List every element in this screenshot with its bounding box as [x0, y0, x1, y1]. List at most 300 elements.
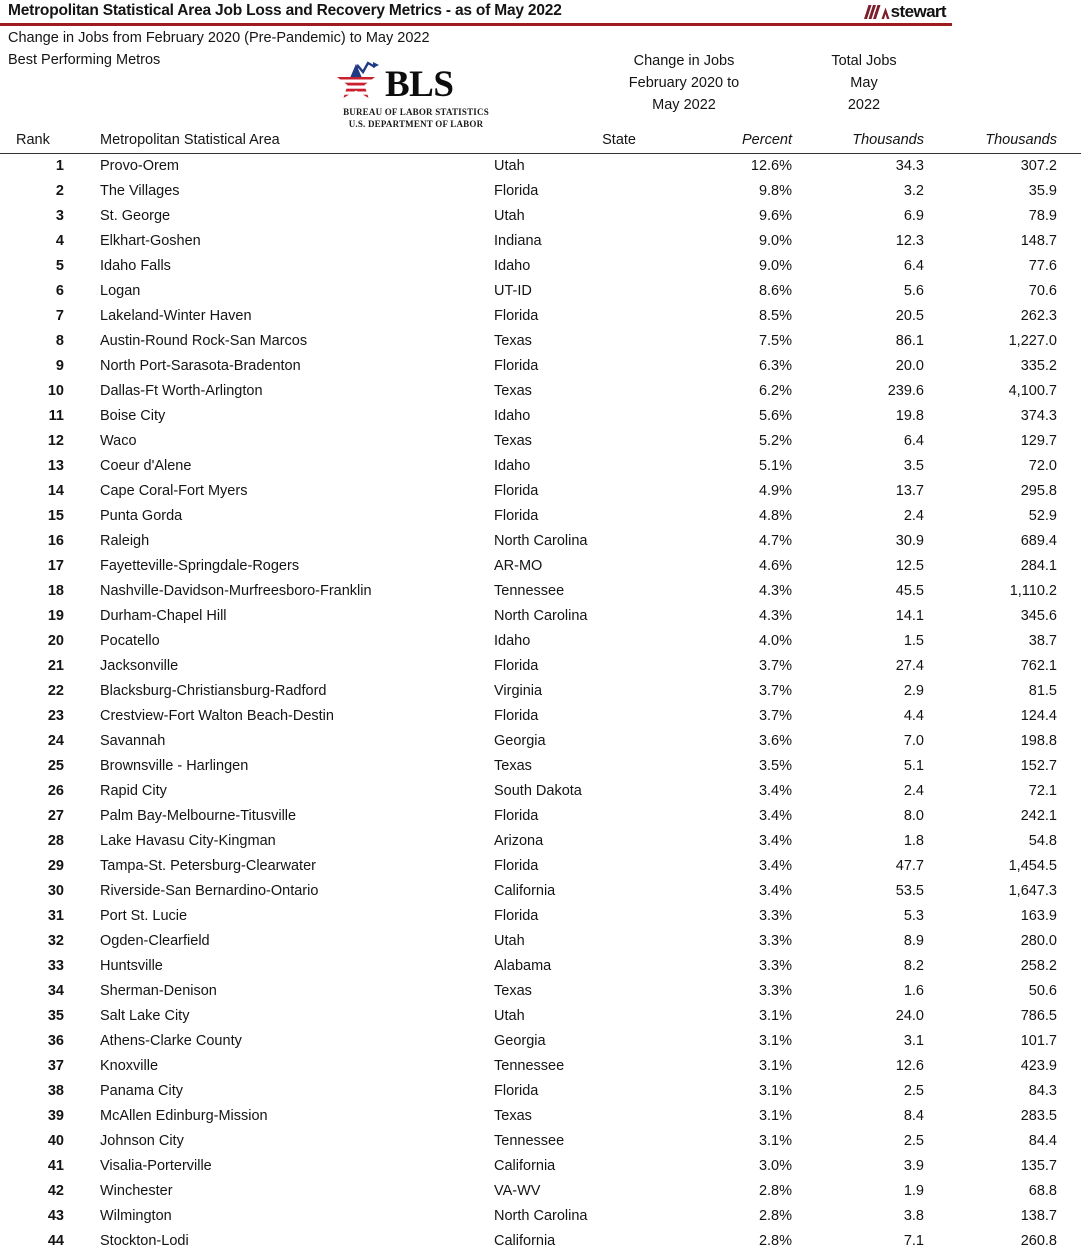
table-row[interactable]	[0, 979, 1081, 1004]
table-row[interactable]	[0, 929, 1081, 954]
cell-percent: 3.4%	[758, 833, 792, 849]
cell-rank: 31	[47, 908, 64, 924]
column-header-msa[interactable]: Metropolitan Statistical Area	[72, 128, 476, 154]
cell-msa: Punta Gorda	[100, 508, 183, 524]
cell-state: Texas	[494, 983, 532, 999]
cell-percent: 3.1%	[758, 1133, 792, 1149]
cell-thousands-total: 84.4	[1028, 1133, 1057, 1149]
table-header	[0, 128, 1081, 154]
cell-percent: 3.4%	[758, 883, 792, 899]
cell-msa: Provo-Orem	[100, 158, 179, 174]
cell-state: Idaho	[494, 458, 531, 474]
table-row[interactable]	[0, 779, 1081, 804]
cell-state: Utah	[494, 208, 525, 224]
table-row[interactable]	[0, 404, 1081, 429]
cell-thousands-total: 284.1	[1020, 558, 1057, 574]
table-row[interactable]	[0, 479, 1081, 504]
cell-state: Texas	[494, 433, 532, 449]
cell-thousands-total: 72.0	[1028, 458, 1057, 474]
cell-percent: 5.2%	[758, 433, 792, 449]
cell-state: Idaho	[494, 408, 531, 424]
cell-state: California	[494, 883, 556, 899]
cell-rank: 12	[47, 433, 64, 449]
cell-thousands-total: 262.3	[1020, 308, 1057, 324]
table-row[interactable]	[0, 604, 1081, 629]
cell-percent: 8.6%	[758, 283, 792, 299]
metro-jobs-table	[0, 128, 1081, 1254]
cell-rank: 25	[47, 758, 64, 774]
cell-rank: 35	[47, 1008, 64, 1024]
cell-percent: 2.8%	[758, 1208, 792, 1224]
cell-thousands-total: 1,110.2	[1009, 583, 1057, 599]
column-header-state[interactable]: State	[476, 128, 670, 154]
cell-rank: 30	[47, 883, 64, 899]
table-row[interactable]	[0, 254, 1081, 279]
cell-thousands-total: 242.1	[1020, 808, 1057, 824]
column-header-percent[interactable]: Percent	[670, 128, 804, 154]
cell-msa: Savannah	[100, 733, 166, 749]
change-group-line-2: February 2020 to	[628, 75, 740, 91]
cell-msa: Wilmington	[100, 1208, 172, 1224]
cell-msa: Lakeland-Winter Haven	[100, 308, 252, 324]
cell-msa: Salt Lake City	[100, 1008, 190, 1024]
column-header-thousands-total[interactable]: Thousands	[939, 128, 1081, 154]
cell-state: Florida	[494, 508, 539, 524]
cell-msa: Johnson City	[100, 1133, 184, 1149]
cell-percent: 3.7%	[758, 683, 792, 699]
page-title: Metropolitan Statistical Area Job Loss and Recovery Metrics - as of May 2022	[8, 2, 562, 19]
cell-rank: 1	[55, 158, 64, 174]
cell-rank: 32	[47, 933, 64, 949]
cell-state: Georgia	[494, 733, 546, 749]
cell-msa: Blacksburg-Christiansburg-Radford	[100, 683, 327, 699]
cell-rank: 7	[55, 308, 64, 324]
cell-thousands-change: 13.7	[895, 483, 924, 499]
cell-thousands-total: 35.9	[1028, 183, 1057, 199]
cell-state: Florida	[494, 183, 539, 199]
cell-thousands-change: 5.3	[903, 908, 924, 924]
cell-state: Florida	[494, 808, 539, 824]
table-row[interactable]	[0, 454, 1081, 479]
cell-thousands-total: 762.1	[1020, 658, 1057, 674]
table-row[interactable]	[0, 154, 1081, 180]
cell-msa: Lake Havasu City-Kingman	[100, 833, 276, 849]
cell-percent: 3.1%	[758, 1033, 792, 1049]
cell-rank: 8	[55, 333, 64, 349]
cell-state: Texas	[494, 383, 532, 399]
cell-state: South Dakota	[494, 783, 582, 799]
bls-subtitle-line2: U.S. DEPARTMENT OF LABOR	[348, 119, 484, 129]
cell-thousands-change: 24.0	[895, 1008, 924, 1024]
table-row[interactable]	[0, 1029, 1081, 1054]
table-row[interactable]	[0, 1179, 1081, 1204]
table-row[interactable]	[0, 554, 1081, 579]
table-row[interactable]	[0, 729, 1081, 754]
table-row[interactable]	[0, 279, 1081, 304]
table-row[interactable]	[0, 1129, 1081, 1154]
cell-state: Idaho	[494, 258, 531, 274]
cell-thousands-change: 34.3	[895, 158, 924, 174]
cell-percent: 9.0%	[758, 258, 792, 274]
cell-percent: 3.3%	[758, 983, 792, 999]
cell-thousands-total: 1,647.3	[1008, 883, 1057, 899]
cell-thousands-total: 260.8	[1020, 1233, 1057, 1249]
cell-thousands-total: 307.2	[1020, 158, 1057, 174]
cell-msa: Tampa-St. Petersburg-Clearwater	[100, 858, 316, 874]
cell-thousands-total: 786.5	[1020, 1008, 1057, 1024]
table-row[interactable]	[0, 629, 1081, 654]
cell-msa: Raleigh	[100, 533, 150, 549]
cell-thousands-change: 47.7	[895, 858, 924, 874]
cell-rank: 2	[55, 183, 64, 199]
cell-thousands-change: 8.9	[903, 933, 924, 949]
cell-thousands-change: 8.2	[903, 958, 924, 974]
cell-thousands-total: 1,454.5	[1008, 858, 1057, 874]
cell-percent: 3.0%	[758, 1158, 792, 1174]
cell-rank: 18	[47, 583, 64, 599]
cell-state: Utah	[494, 158, 525, 174]
cell-state: Florida	[494, 858, 539, 874]
cell-state: Florida	[494, 908, 539, 924]
cell-percent: 3.1%	[758, 1058, 792, 1074]
cell-percent: 3.1%	[758, 1108, 792, 1124]
cell-state: VA-WV	[494, 1183, 541, 1199]
cell-percent: 4.3%	[758, 608, 792, 624]
stewart-logo	[864, 1, 946, 21]
cell-state: Tennessee	[494, 583, 565, 599]
cell-thousands-total: 135.7	[1020, 1158, 1057, 1174]
cell-state: Texas	[494, 333, 532, 349]
cell-thousands-change: 7.0	[903, 733, 924, 749]
table-row[interactable]	[0, 654, 1081, 679]
cell-thousands-total: 1,227.0	[1008, 333, 1057, 349]
cell-rank: 17	[47, 558, 64, 574]
column-header-thousands-change[interactable]: Thousands	[804, 128, 939, 154]
bls-star-chart-icon	[330, 62, 382, 106]
table-row[interactable]	[0, 329, 1081, 354]
cell-percent: 12.6%	[750, 158, 792, 174]
cell-percent: 3.5%	[758, 758, 792, 774]
subtitle-change-in-jobs: Change in Jobs from February 2020 (Pre-Pandemic) to May 2022	[8, 30, 430, 46]
cell-thousands-total: 129.7	[1020, 433, 1057, 449]
cell-msa: Visalia-Porterville	[100, 1158, 212, 1174]
cell-thousands-total: 138.7	[1020, 1208, 1057, 1224]
cell-msa: Jacksonville	[100, 658, 179, 674]
cell-rank: 26	[47, 783, 64, 799]
cell-rank: 37	[47, 1058, 64, 1074]
cell-thousands-change: 3.5	[903, 458, 924, 474]
cell-thousands-change: 14.1	[895, 608, 924, 624]
cell-thousands-change: 20.0	[895, 358, 924, 374]
cell-percent: 9.8%	[758, 183, 792, 199]
cell-thousands-total: 50.6	[1028, 983, 1057, 999]
cell-percent: 5.1%	[758, 458, 792, 474]
cell-thousands-total: 148.7	[1020, 233, 1057, 249]
cell-state: Idaho	[494, 633, 531, 649]
cell-thousands-change: 45.5	[895, 583, 924, 599]
cell-rank: 19	[47, 608, 64, 624]
cell-thousands-total: 335.2	[1020, 358, 1057, 374]
cell-thousands-total: 84.3	[1028, 1083, 1057, 1099]
cell-percent: 3.1%	[758, 1083, 792, 1099]
cell-msa: Elkhart-Goshen	[100, 233, 201, 249]
cell-thousands-change: 5.6	[903, 283, 924, 299]
table-body	[0, 154, 1081, 1255]
cell-rank: 39	[47, 1108, 64, 1124]
table-row[interactable]	[0, 829, 1081, 854]
cell-state: Florida	[494, 658, 539, 674]
cell-percent: 4.7%	[758, 533, 792, 549]
cell-thousands-change: 6.4	[903, 433, 924, 449]
cell-msa: Panama City	[100, 1083, 184, 1099]
cell-thousands-change: 239.6	[887, 383, 924, 399]
cell-rank: 28	[47, 833, 64, 849]
cell-thousands-change: 2.5	[903, 1133, 924, 1149]
table-row[interactable]	[0, 1079, 1081, 1104]
cell-percent: 8.5%	[758, 308, 792, 324]
cell-percent: 3.3%	[758, 933, 792, 949]
cell-rank: 23	[47, 708, 64, 724]
subtitle-best-performing: Best Performing Metros	[8, 52, 161, 68]
table-row[interactable]	[0, 679, 1081, 704]
cell-thousands-change: 6.4	[903, 258, 924, 274]
cell-state: Utah	[494, 1008, 525, 1024]
table-row[interactable]	[0, 354, 1081, 379]
cell-msa: Knoxville	[100, 1058, 159, 1074]
cell-thousands-total: 152.7	[1020, 758, 1057, 774]
table-row[interactable]	[0, 1104, 1081, 1129]
table-row[interactable]	[0, 754, 1081, 779]
cell-rank: 41	[47, 1158, 64, 1174]
cell-rank: 13	[47, 458, 64, 474]
cell-thousands-change: 2.5	[903, 1083, 924, 1099]
cell-msa: Stockton-Lodi	[100, 1233, 189, 1249]
cell-thousands-change: 5.1	[903, 758, 924, 774]
cell-thousands-change: 3.9	[903, 1158, 924, 1174]
change-group-line-3: May 2022	[652, 97, 716, 113]
cell-thousands-total: 258.2	[1020, 958, 1057, 974]
cell-state: Florida	[494, 1083, 539, 1099]
cell-thousands-change: 8.0	[903, 808, 924, 824]
cell-rank: 38	[47, 1083, 64, 1099]
cell-thousands-total: 283.5	[1020, 1108, 1057, 1124]
cell-state: Florida	[494, 483, 539, 499]
cell-state: Florida	[494, 358, 539, 374]
bls-wordmark: BLS	[385, 63, 454, 105]
table-row[interactable]	[0, 529, 1081, 554]
cell-msa: The Villages	[100, 183, 180, 199]
cell-thousands-change: 19.8	[895, 408, 924, 424]
cell-thousands-change: 2.4	[903, 508, 924, 524]
cell-state: North Carolina	[494, 608, 588, 624]
cell-msa: Coeur d'Alene	[100, 458, 192, 474]
cell-msa: Rapid City	[100, 783, 167, 799]
cell-msa: Cape Coral-Fort Myers	[100, 483, 248, 499]
cell-thousands-change: 2.4	[903, 783, 924, 799]
cell-msa: Crestview-Fort Walton Beach-Destin	[100, 708, 334, 724]
cell-rank: 24	[47, 733, 64, 749]
table-row[interactable]	[0, 304, 1081, 329]
table-row[interactable]	[0, 1154, 1081, 1179]
cell-thousands-total: 163.9	[1020, 908, 1057, 924]
cell-thousands-total: 124.4	[1020, 708, 1057, 724]
cell-percent: 3.4%	[758, 808, 792, 824]
cell-percent: 3.1%	[758, 1008, 792, 1024]
stewart-slashes-icon	[864, 5, 890, 19]
cell-msa: Fayetteville-Springdale-Rogers	[100, 558, 300, 574]
cell-thousands-total: 68.8	[1028, 1183, 1057, 1199]
cell-percent: 4.9%	[758, 483, 792, 499]
cell-thousands-change: 3.1	[903, 1033, 924, 1049]
cell-thousands-change: 6.9	[903, 208, 924, 224]
cell-percent: 4.0%	[758, 633, 792, 649]
cell-thousands-total: 423.9	[1020, 1058, 1057, 1074]
table-row[interactable]	[0, 429, 1081, 454]
total-group-line-1: Total Jobs	[831, 53, 897, 69]
cell-thousands-change: 3.8	[903, 1208, 924, 1224]
bls-logo	[330, 62, 502, 130]
table-row[interactable]	[0, 504, 1081, 529]
cell-state: Tennessee	[494, 1058, 565, 1074]
cell-thousands-total: 374.3	[1020, 408, 1057, 424]
title-red-rule	[0, 23, 952, 26]
cell-percent: 6.3%	[758, 358, 792, 374]
cell-thousands-total: 77.6	[1028, 258, 1057, 274]
cell-thousands-total: 345.6	[1020, 608, 1057, 624]
table-row[interactable]	[0, 804, 1081, 829]
table-row[interactable]	[0, 854, 1081, 879]
cell-thousands-total: 689.4	[1020, 533, 1057, 549]
table-row[interactable]	[0, 1054, 1081, 1079]
metro-jobs-table-wrapper	[0, 128, 1057, 1254]
table-row[interactable]	[0, 954, 1081, 979]
cell-msa: Port St. Lucie	[100, 908, 188, 924]
cell-percent: 3.6%	[758, 733, 792, 749]
cell-thousands-change: 1.9	[903, 1183, 924, 1199]
cell-msa: Pocatello	[100, 633, 160, 649]
cell-thousands-total: 4,100.7	[1008, 383, 1057, 399]
table-row[interactable]	[0, 1004, 1081, 1029]
cell-thousands-change: 86.1	[895, 333, 924, 349]
cell-thousands-change: 7.1	[903, 1233, 924, 1249]
cell-percent: 6.2%	[758, 383, 792, 399]
table-row[interactable]	[0, 879, 1081, 904]
table-row[interactable]	[0, 379, 1081, 404]
cell-msa: Durham-Chapel Hill	[100, 608, 227, 624]
cell-thousands-change: 30.9	[895, 533, 924, 549]
cell-state: Alabama	[494, 958, 552, 974]
cell-rank: 42	[47, 1183, 64, 1199]
table-row[interactable]	[0, 1204, 1081, 1229]
cell-msa: Brownsville - Harlingen	[100, 758, 249, 774]
cell-msa: Athens-Clarke County	[100, 1033, 242, 1049]
cell-rank: 20	[47, 633, 64, 649]
stewart-wordmark: stewart	[890, 1, 946, 21]
cell-state: Indiana	[494, 233, 542, 249]
cell-rank: 36	[47, 1033, 64, 1049]
cell-state: North Carolina	[494, 1208, 588, 1224]
table-row[interactable]	[0, 1229, 1081, 1254]
cell-rank: 22	[47, 683, 64, 699]
cell-thousands-change: 12.3	[895, 233, 924, 249]
cell-thousands-total: 54.8	[1028, 833, 1057, 849]
cell-rank: 4	[55, 233, 64, 249]
cell-thousands-change: 12.5	[895, 558, 924, 574]
cell-rank: 5	[55, 258, 64, 274]
cell-msa: McAllen Edinburg-Mission	[100, 1108, 268, 1124]
cell-thousands-total: 70.6	[1028, 283, 1057, 299]
table-row[interactable]	[0, 579, 1081, 604]
cell-msa: Austin-Round Rock-San Marcos	[100, 333, 308, 349]
cell-rank: 40	[47, 1133, 64, 1149]
cell-state: Texas	[494, 758, 532, 774]
cell-msa: Nashville-Davidson-Murfreesboro-Franklin	[100, 583, 372, 599]
cell-msa: Dallas-Ft Worth-Arlington	[100, 383, 263, 399]
cell-state: Florida	[494, 308, 539, 324]
cell-state: Arizona	[494, 833, 544, 849]
table-row[interactable]	[0, 179, 1081, 204]
cell-msa: Boise City	[100, 408, 166, 424]
cell-thousands-total: 52.9	[1028, 508, 1057, 524]
cell-rank: 14	[47, 483, 64, 499]
cell-percent: 3.7%	[758, 658, 792, 674]
cell-rank: 43	[47, 1208, 64, 1224]
cell-thousands-total: 101.7	[1020, 1033, 1057, 1049]
cell-thousands-total: 198.8	[1020, 733, 1057, 749]
cell-percent: 3.3%	[758, 958, 792, 974]
cell-state: Tennessee	[494, 1133, 565, 1149]
cell-percent: 5.6%	[758, 408, 792, 424]
table-row[interactable]	[0, 204, 1081, 229]
change-group-line-1: Change in Jobs	[633, 53, 735, 69]
cell-state: Florida	[494, 708, 539, 724]
cell-percent: 2.8%	[758, 1233, 792, 1249]
cell-state: California	[494, 1233, 556, 1249]
cell-thousands-change: 12.6	[895, 1058, 924, 1074]
cell-percent: 4.8%	[758, 508, 792, 524]
cell-thousands-total: 280.0	[1020, 933, 1057, 949]
cell-percent: 9.6%	[758, 208, 792, 224]
cell-state: Virginia	[494, 683, 543, 699]
cell-thousands-total: 78.9	[1028, 208, 1057, 224]
cell-thousands-change: 1.8	[903, 833, 924, 849]
cell-percent: 9.0%	[758, 233, 792, 249]
cell-state: Texas	[494, 1108, 532, 1124]
table-row[interactable]	[0, 904, 1081, 929]
cell-thousands-total: 81.5	[1028, 683, 1057, 699]
title-bar	[0, 0, 952, 24]
table-row[interactable]	[0, 229, 1081, 254]
cell-state: UT-ID	[494, 283, 532, 299]
cell-percent: 4.6%	[758, 558, 792, 574]
cell-rank: 10	[47, 383, 64, 399]
column-header-rank[interactable]: Rank	[0, 128, 72, 154]
cell-rank: 3	[55, 208, 64, 224]
cell-thousands-change: 2.9	[903, 683, 924, 699]
cell-rank: 27	[47, 808, 64, 824]
column-group-total-jobs	[800, 50, 928, 116]
total-group-line-3: 2022	[847, 97, 881, 113]
cell-thousands-change: 8.4	[903, 1108, 924, 1124]
cell-state: North Carolina	[494, 533, 588, 549]
table-row[interactable]	[0, 704, 1081, 729]
cell-rank: 29	[47, 858, 64, 874]
column-group-change-in-jobs	[598, 50, 770, 116]
cell-percent: 3.4%	[758, 783, 792, 799]
cell-thousands-change: 4.4	[903, 708, 924, 724]
cell-thousands-change: 1.5	[903, 633, 924, 649]
cell-percent: 3.3%	[758, 908, 792, 924]
